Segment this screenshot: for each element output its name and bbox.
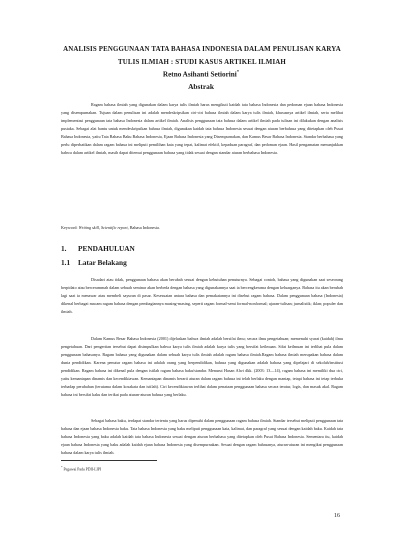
section-title: PENDAHULUAN [78, 244, 135, 253]
keywords-label: Keyword: [61, 225, 78, 230]
section-number: 1. [61, 244, 67, 253]
section-heading-1 [61, 244, 135, 253]
body-paragraph-1: Disadari atau tidak, penggunaan bahasa akan berubah sesuai dengan kebutuhan penuturnya. Sebagai contoh, bahasa yang digunakan saat seseorang berpidato atau bercerammah dalam sebuah seminar akan berbeda dengan bahasa yang digunakannya saat ia bercengkerama dengan keluarganya. Bahasa itu akan berubah lagi saat ia menawar atau membeli sayuran di pasar. Kesesuaian antara bahasa dan pemakaiannya ini disebut ragam bahasa. Dalam penggunaan bahasa (Indonesia) dikenal berbagai macam ragam bahasa dengan pembagiannya masing-masing, seperti ragam formal-semi formal-nonformal; ujaran-tulisan; jurnalistik; iklan; populer dan ilmiah. [61, 277, 343, 314]
body-paragraph-3: Sebagai bahasa baku, terdapat standar tertentu yang harus dipenuhi dalam penggunaan ragam bahasa ilmiah. Standar tersebut meliputi penggunaan tata bahasa dan ejaan bahasa Indonesia baku. Tata bahasa Indonesia yang baku meliputi penggunaan kata, kalimat, dan paragraf yang sesuai dengan kaidah baku. Kaidah tata bahasa Indonesia yang baku adalah kaidah tata bahasa Indonesia sesuai dengan aturan berbahasa yang ditetapkan oleh Pusat Bahasa Indonesia. Sementara itu, kaidah ejaan bahasa Indonesia yang baku adalah kaidah ejaan bahasa Indonesia yang disempurnakan. Sesuai dengan ragam bahasanya, aturan-aturan ini mengikat penggunaan bahasa dalam karya tulis ilmiah. [61, 418, 343, 455]
body-paragraph-2: Dalam Kamus Besar Bahasa Indonesia (2001) dijelaskan bahwa ilmiah adalah bersifat ilmu; secara ilmu pengetahuan; memenuhi syarat (kaidah) ilmu pengetahuan. Dari pengertian tersebut dapat disimpulkan bahwa karya tulis ilmiah adalah karya tulis yang bersifat keilmuan. Sifat keilmuan ini terlihat pula dalam penggunaan bahasanya. Ragam bahasa yang digunakan dalam sebuah karya tulis ilmiah adalah ragam bahasa ilmiah.Ragam bahasa ilmiah merupakan bahasa dalam dunia pendidikan. Karena penutur ragam bahasa ini adalah orang yang berpendidikan, bahasa yang digunakan adalah bahasa yang dipelajari di sekolah/institusi pendidikan. Ragam bahasa ini dikenal pula dengan istilah ragam bahasa baku/standar. Menurut Hasan Alwi dkk. (2003: 13—14), ragam bahasa ini memiliki dua ciri, yaitu kemantapan dinamis dan kecendikiawan. Kemantapan dinamis berarti aturan dalam ragam bahasa ini telah berlaku dengan mantap, tetapi bahasa ini tetap terbuka terhadap perubahan (terutama dalam kosakata dan istilah). Ciri kecendikiawan terlihat dalam penataan penggunaan bahasa secara teratur, logis, dan masuk akal. Ragam bahasa ini bersifat kaku dan terikat pada aturan-aturan bahasa yang berlaku. [61, 336, 343, 397]
abstract-text: Ragam bahasa ilmiah yang digunakan dalam karya tulis ilmiah harus mengikuti kaidah tata bahasa Indonesia dan pedoman ejaan bahasa Indonesia yang disempurnakan. Tujuan dalam penulisan ini adalah mendeskripsikan ciri-ciri bahasa ilmiah dalam karya tulis ilmiah, khususnya artikel ilmiah, serta melihat implementasi penggunaan tata bahasa Indonesia dalam artikel ilmiah. Analisis penggunaan tata bahasa dalam artikel ilmiah pada tulisan ini dilakukan dengan analisis pustaka. Sebagai alat bantu untuk mendeskripsikan bahasa ilmiah, digunakan kaidah tata bahasa Indonesia sesuai dengan aturan berbahasa yang ditetapkan oleh Pusat Bahasa Indonesia, yaitu Tata Bahasa Baku Bahasa Indonesia, Ejaan Bahasa Indonesia yang Disempurnakan, dan Kamus Besar Bahasa Indonesia. Standar berbahasa yang perlu diperhatikan dalam ragam bahasa ini meliputi pemilihan kata yang tepat, kalimat efektif, kepaduan paragraf, dan pedoman ejaan. Hasil pengamatan menunjukkan bahwa dalam artikel ilmiah, masih dapat ditemui penggunaan bahasa yang tidak sesuai dengan standar aturan berbahasa Indonesia. [61, 102, 343, 155]
author-line [60, 67, 342, 79]
footnote-divider [61, 460, 157, 461]
author-name: Retno Asihanti Setiorini [162, 70, 237, 79]
page-number: 16 [334, 513, 340, 519]
section-heading-1-1 [61, 258, 127, 267]
footnote [61, 464, 101, 472]
footnote-mark: * [61, 465, 63, 469]
footnote-text: Pegawai Pada PDII-LIPI [63, 467, 102, 472]
subsection-title: Latar Belakang [78, 258, 127, 267]
keywords-rest: Bahasa Indonesia. [129, 225, 160, 230]
keywords-terms: Writing skill, Scientific report, [78, 225, 129, 230]
author-footnote-mark: * [236, 69, 240, 74]
keywords-line [61, 224, 343, 232]
paper-title: ANALISIS PENGGUNAAN TATA BAHASA INDONESIA DALAM PENULISAN KARYA TULIS ILMIAH : STUDI KASUS ARTIKEL ILMIAH [63, 46, 341, 66]
abstract-heading: Abstrak [188, 82, 214, 91]
subsection-number: 1.1 [61, 258, 71, 267]
